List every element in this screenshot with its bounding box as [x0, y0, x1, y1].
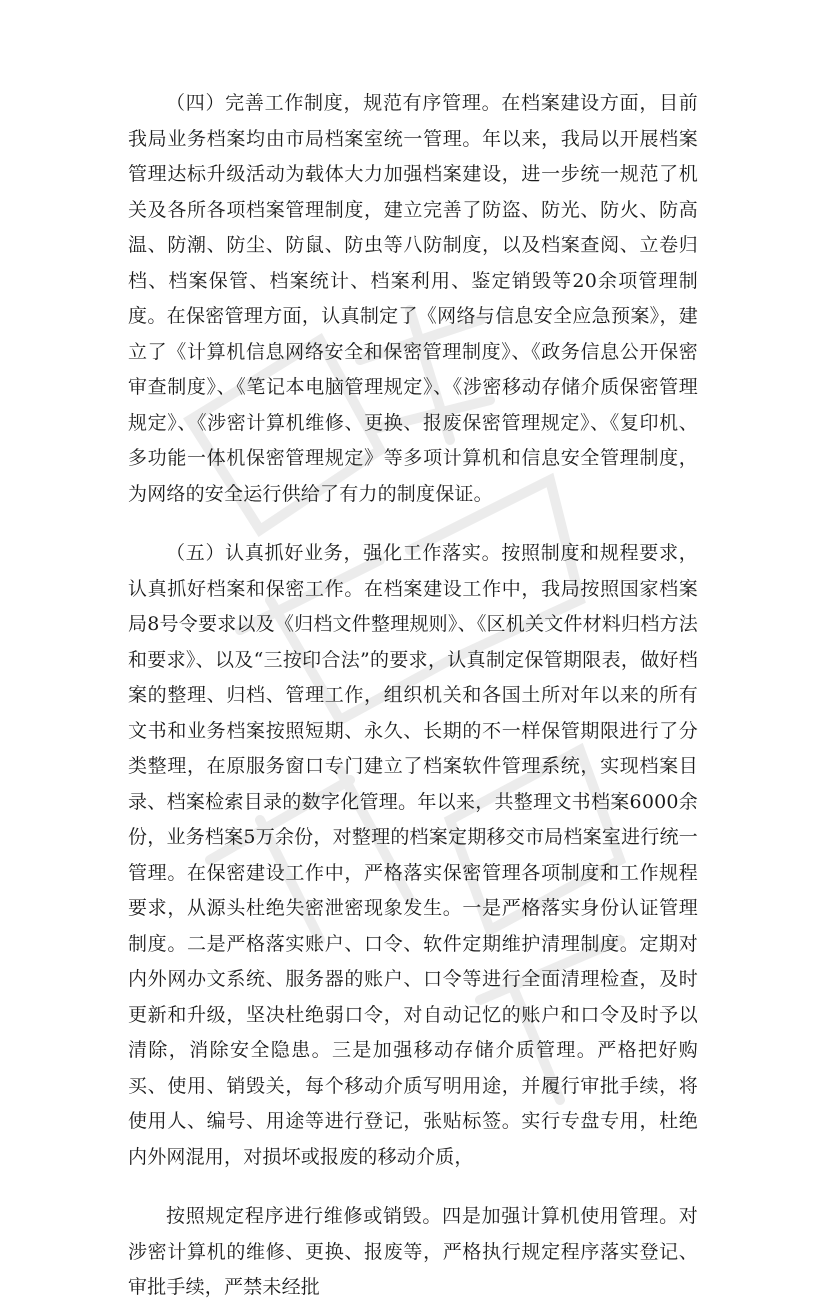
- paragraph-continuation: 按照规定程序进行维修或销毁。四是加强计算机使用管理。对涉密计算机的维修、更换、报废等，严格执行规定程序落实登记、审批手续，严禁未经批: [128, 1205, 698, 1298]
- paragraph-section-four: （四）完善工作制度，规范有序管理。在档案建设方面，目前我局业务档案均由市局档案室统一管理。年以来，我局以开展档案管理达标升级活动为载体大力加强档案建设，进一步统一规范了机关及各所各项档案管理制度，建立完善了防盗、防光、防火、防高温、防潮、防尘、防鼠、防虫等八防制度，以及档案查阅、立卷归档、档案保管、档案统计、档案利用、鉴定销毁等20余项管理制度。在保密管理方面，认真制定了《网络与信息安全应急预案》，建立了《计算机信息网络安全和保密管理制度》、《政务信息公开保密审查制度》、《笔记本电脑管理规定》、《涉密移动存储介质保密管理规定》、《涉密计算机维修、更换、报废保密管理规定》、《复印机、多功能一体机保密管理规定》等多项计算机和信息安全管理制度，为网络的安全运行供给了有力的制度保证。: [128, 92, 698, 505]
- paragraph-section-five: （五）认真抓好业务，强化工作落实。按照制度和规程要求，认真抓好档案和保密工作。在档案建设工作中，我局按照国家档案局8号令要求以及《归档文件整理规则》、《区机关文件材料归档方法和要求》、以及“三按印合法”的要求，认真制定保管期限表，做好档案的整理、归档、管理工作，组织机关和各国土所对年以来的所有文书和业务档案按照短期、永久、长期的不一样保管期限进行了分类整理，在原服务窗口专门建立了档案软件管理系统，实现档案目录、档案检索目录的数字化管理。年以来，共整理文书档案6000余份，业务档案5万余份，对整理的档案定期移交市局档案室进行统一管理。在保密建设工作中，严格落实保密管理各项制度和工作规程要求，从源头杜绝失密泄密现象发生。一是严格落实身份认证管理制度。二是严格落实账户、口令、软件定期维护清理制度。定期对内外网办文系统、服务器的账户、口令等进行全面清理检查，及时更新和升级，坚决杜绝弱口令，对自动记忆的账户和口令及时予以清除，消除安全隐患。三是加强移动存储介质管理。严格把好购买、使用、销毁关，每个移动介质写明用途，并履行审批手续，将使用人、编号、用途等进行登记，张贴标签。实行专盘专用，杜绝内外网混用，对损坏或报废的移动介质，: [128, 542, 698, 1168]
- document-body: [128, 86, 698, 1306]
